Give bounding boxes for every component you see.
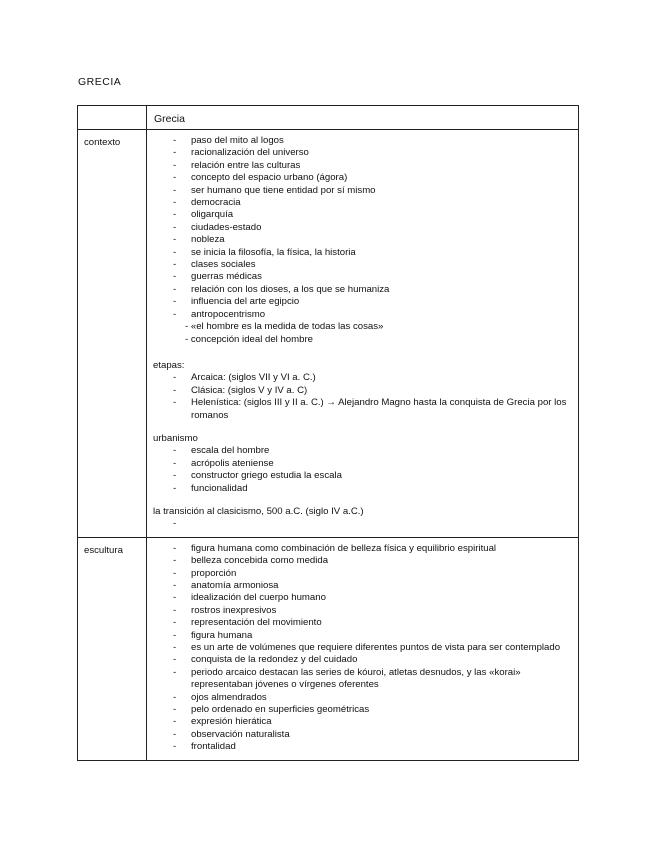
list-item: - anatomía armoniosa [165, 580, 574, 592]
urbanismo-list [153, 445, 574, 495]
list-item: - es un arte de volúmenes que requiere diferentes puntos de vista para ser contemplado [165, 642, 574, 654]
list-item: - racionalización del universo [165, 147, 574, 159]
list-item: - frontalidad [165, 741, 574, 753]
table-row-contexto [78, 130, 579, 538]
list-item: - concepto del espacio urbano (ágora) [165, 172, 574, 184]
list-item: - representación del movimiento [165, 617, 574, 629]
list-item: - expresión hierática [165, 716, 574, 728]
list-item: - paso del mito al logos [165, 135, 574, 147]
list-item: - acrópolis ateniense [165, 458, 574, 470]
list-item: - relación entre las culturas [165, 160, 574, 172]
list-item: - relación con los dioses, a los que se humaniza [165, 284, 574, 296]
list-item: - ciudades-estado [165, 222, 574, 234]
comparison-table [77, 105, 579, 761]
subitem: - «el hombre es la medida de todas las cosas» [185, 321, 384, 333]
list-item: - figura humana como combinación de belleza física y equilibrio espiritual [165, 543, 574, 555]
list-item: - Arcaica: (siglos VII y VI a. C.) [165, 372, 574, 384]
list-item: - Clásica: (siglos V y IV a. C) [165, 385, 574, 397]
list-item: - funcionalidad [165, 483, 574, 495]
transicion-heading: la transición al clasicismo, 500 a.C. (siglo IV a.C.) [153, 505, 364, 517]
transicion-list [153, 518, 574, 530]
list-item: - clases sociales [165, 259, 574, 271]
list-item: - conquista de la redondez y del cuidado [165, 654, 574, 666]
subitem: - concepción ideal del hombre [185, 333, 313, 345]
urbanismo-heading: urbanismo [153, 432, 198, 444]
contexto-content-cell [147, 130, 579, 538]
etapas-heading: etapas: [153, 359, 185, 371]
list-item: - pelo ordenado en superficies geométricas [165, 704, 574, 716]
list-item: - rostros inexpresivos [165, 605, 574, 617]
list-item: - belleza concebida como medida [165, 555, 574, 567]
list-item: - constructor griego estudia la escala [165, 470, 574, 482]
row-label-escultura: escultura [78, 537, 147, 760]
list-item: - guerras médicas [165, 271, 574, 283]
list-item: - ser humano que tiene entidad por sí mismo [165, 185, 574, 197]
header-grecia-cell: Grecia [147, 106, 579, 130]
list-item: - oligarquía [165, 209, 574, 221]
list-item: - antropocentrismo [165, 309, 574, 321]
list-item: - observación naturalista [165, 729, 574, 741]
table-header-row [78, 106, 579, 130]
list-item: - influencia del arte egipcio [165, 296, 574, 308]
list-item: - figura humana [165, 630, 574, 642]
list-item: - proporción [165, 568, 574, 580]
list-item: - democracia [165, 197, 574, 209]
list-item: - se inicia la filosofía, la física, la historia [165, 247, 574, 259]
etapas-list [153, 372, 574, 422]
list-item: - Helenística: (siglos III y II a. C.) → Alejandro Magno hasta la conquista de Grecia por los romanos [165, 397, 574, 422]
list-item: - ojos almendrados [165, 692, 574, 704]
escultura-list [153, 543, 574, 754]
list-item: - nobleza [165, 234, 574, 246]
header-label-cell [78, 106, 147, 130]
row-label-contexto: contexto [78, 130, 147, 538]
list-item: - escala del hombre [165, 445, 574, 457]
list-item: - idealización del cuerpo humano [165, 592, 574, 604]
contexto-list [153, 135, 574, 321]
table-row-escultura [78, 537, 579, 760]
page-title: GRECIA [78, 76, 122, 88]
list-item: - periodo arcaico destacan las series de kóuroi, atletas desnudos, y las «korai» representaban jóvenes o vírgenes oferentes [165, 667, 574, 692]
escultura-content-cell [147, 537, 579, 760]
empty-list-item [165, 518, 574, 530]
